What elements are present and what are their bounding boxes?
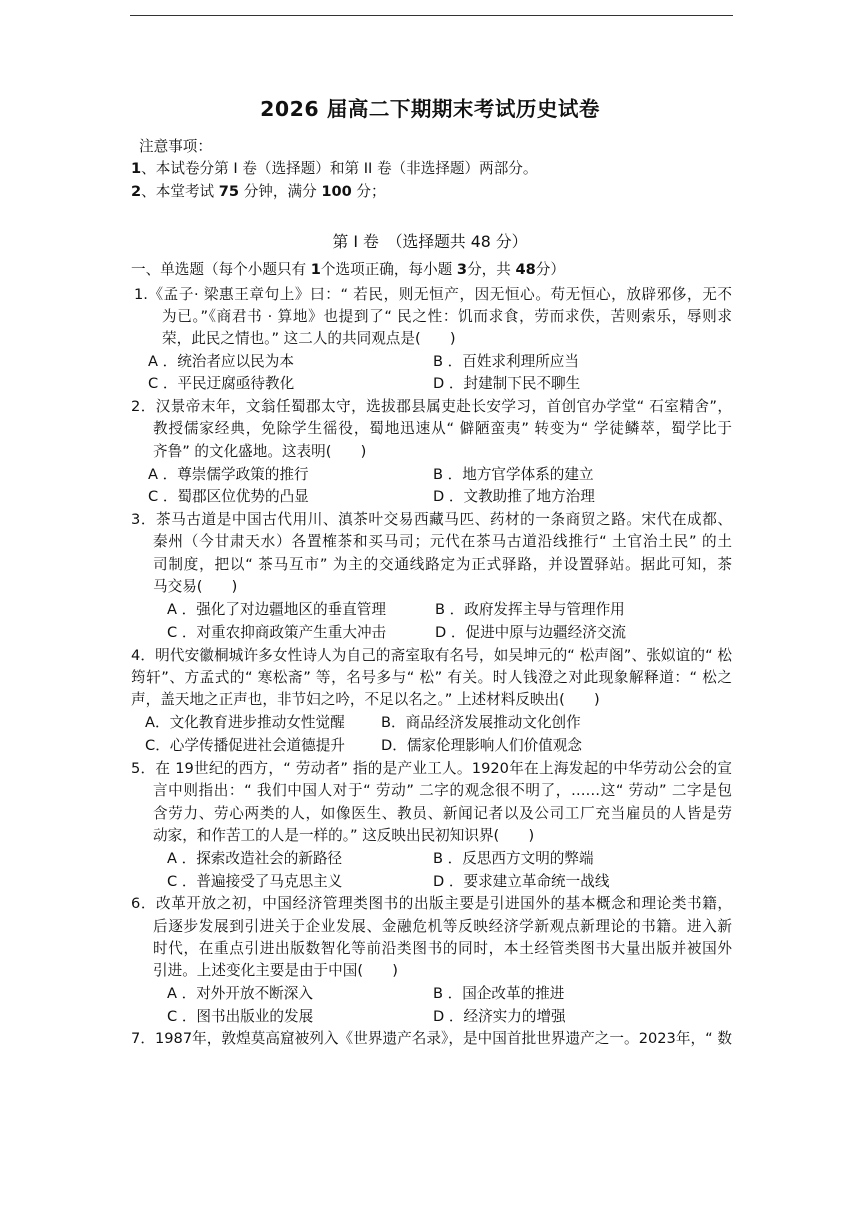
question-3-option-a: A ．强化了对边疆地区的垂直管理 <box>167 601 386 618</box>
section-intro-a: 一、单选题（每个小题只有 <box>131 261 311 278</box>
notice-item-2-text-e: 分； <box>351 183 386 200</box>
notice-item-2-score: 100 <box>321 183 352 200</box>
question-1-option-d: D ．封建制下民不聊生 <box>433 375 581 392</box>
question-2-option-b: B ．地方官学体系的建立 <box>433 466 594 483</box>
question-2-option-c: C ．蜀郡区位优势的凸显 <box>148 488 309 505</box>
question-3-option-c: C ．对重农抑商政策产生重大冲击 <box>167 624 387 641</box>
question-2-line-2: 教授儒家经典，免除学生徭役，蜀地迅速从“ 僻陋蛮夷” 转变为“ 学徒鳞萃，蜀学比于 <box>153 420 732 437</box>
question-6-line-1: 6．改革开放之初，中国经济管理类图书的出版主要是引进国外的基本概念和理论类书籍， <box>131 895 732 912</box>
question-2-option-d: D ．文教助推了地方治理 <box>433 488 595 505</box>
question-1-option-c: C ．平民迂腐亟待教化 <box>148 375 295 392</box>
question-6-option-a: A ．对外开放不断深入 <box>167 985 313 1002</box>
notice-item-2 <box>131 181 386 204</box>
question-7-line-1: 7．1987年，敦煌莫高窟被列入《世界遗产名录》，是中国首批世界遗产之一。2023年，“ 数 <box>131 1030 732 1047</box>
notice-item-2-num: 2 <box>131 183 142 200</box>
section-intro-g: 分） <box>535 261 565 278</box>
question-4-option-b: B．商品经济发展推动文化创作 <box>381 714 581 731</box>
question-1-line-3: 荣，此民之情也。” 这二人的共同观点是( ) <box>162 330 456 347</box>
section-intro-e: 分，共 <box>467 261 516 278</box>
notice-item-1-text: 、本试卷分第 I 卷（选择题）和第 II 卷（非选择题）两部分。 <box>141 160 538 177</box>
part1-header: 第 I 卷 （选择题共 48 分） <box>332 232 528 251</box>
question-2-line-1: 2．汉景帝末年，文翁任蜀郡太守，选拔郡县属吏赴长安学习，首创官办学堂“ 石室精舍”， <box>131 398 732 415</box>
notice-heading: 注意事项： <box>139 138 212 155</box>
section-intro-c: 个选项正确，每小题 <box>320 261 457 278</box>
question-1-line-1: 1.《孟子· 梁惠王章句上》曰：“ 若民，则无恒产，因无恒心。苟无恒心，放辟邪侈，无不 <box>134 286 732 303</box>
exam-title: 2026 届高二下期期末考试历史试卷 <box>260 97 600 121</box>
question-3-line-2: 秦州（今甘肃天水）各置榷茶和买马司；元代在茶马古道沿线推行“ 土官治土民” 的土 <box>153 533 732 550</box>
question-6-line-4: 引进。上述变化主要是由于中国( ) <box>153 962 398 979</box>
question-3-option-b: B ．政府发挥主导与管理作用 <box>435 601 625 618</box>
question-3-option-d: D ．促进中原与边疆经济交流 <box>435 624 627 641</box>
question-2-option-a: A ．尊崇儒学政策的推行 <box>148 466 309 483</box>
question-5-line-1: 5．在 19世纪的西方，“ 劳动者” 指的是产业工人。1920年在上海发起的中华劳动公会的宣 <box>131 760 732 777</box>
question-2-line-3: 齐鲁” 的文化盛地。这表明( ) <box>153 443 367 460</box>
question-1-option-a: A ．统治者应以民为本 <box>148 353 294 370</box>
notice-item-2-text-a: 、本堂考试 <box>141 183 219 200</box>
question-3-line-4: 马交易( ) <box>153 578 238 595</box>
question-1-line-2: 为已。”《商君书 · 算地》也提到了“ 民之性：饥而求食，劳而求佚，苦则索乐，辱则求 <box>162 308 732 325</box>
question-5-option-c: C ．普遍接受了马克思主义 <box>167 873 343 890</box>
question-1-option-b: B ．百姓求利理所应当 <box>433 353 579 370</box>
question-4-option-a: A．文化教育进步推动女性觉醒 <box>145 714 345 731</box>
question-6-option-c: C ．图书出版业的发展 <box>167 1008 314 1025</box>
notice-item-2-text-c: 分钟，满分 <box>239 183 322 200</box>
question-6-line-2: 后逐步发展到引进关于企业发展、金融危机等反映经济学新观点新理论的书籍。进入新 <box>153 918 732 935</box>
section-intro <box>131 259 565 282</box>
question-5-option-d: D ．要求建立革命统一战线 <box>433 873 610 890</box>
section-intro-b: 1 <box>310 261 321 278</box>
question-5-option-a: A ．探索改造社会的新路径 <box>167 850 343 867</box>
section-intro-f: 48 <box>515 261 536 278</box>
question-6-option-b: B ．国企改革的推进 <box>433 985 565 1002</box>
notice-item-1 <box>131 158 537 181</box>
question-6-line-3: 时代，在重点引进出版数智化等前沿类图书的同时，本土经管类图书大量出版并被国外 <box>153 940 732 957</box>
question-6-option-d: D ．经济实力的增强 <box>433 1008 566 1025</box>
question-5-line-3: 含劳力、劳心两类的人，如像医生、教员、新闻记者以及公司工厂充当雇员的人皆是劳 <box>153 805 732 822</box>
question-4-line-3: 声，盖天地之正声也，非节妇之吟，不足以名之。” 上述材料反映出( ) <box>131 691 600 708</box>
question-5-line-2: 言中则指出：“ 我们中国人对于“ 劳动” 二字的观念很不明了，……这“ 劳动” 二字是包 <box>153 782 732 799</box>
notice-item-2-minutes: 75 <box>218 183 240 200</box>
question-3-line-1: 3．茶马古道是中国古代用川、滇茶叶交易西藏马匹、药材的一条商贸之路。宋代在成都、 <box>131 511 732 528</box>
question-5-option-b: B ．反思西方文明的弊端 <box>433 850 594 867</box>
question-4-option-d: D．儒家伦理影响人们价值观念 <box>381 737 582 754</box>
question-4-option-c: C．心学传播促进社会道德提升 <box>145 737 345 754</box>
section-intro-d: 3 <box>456 261 468 278</box>
question-5-line-4: 动家，和作苦工的人是一样的。” 这反映出民初知识界( ) <box>153 827 535 844</box>
question-4-line-2: 筠轩”、方孟式的“ 寒松斋” 等，名号多与“ 松” 有关。时人钱澄之对此现象解释道：“ 松之 <box>131 669 732 686</box>
question-3-line-3: 司制度，把以“ 茶马互市” 为主的交通线路定为正式驿路，并设置驿站。据此可知，茶 <box>153 556 732 573</box>
top-rule <box>130 15 733 16</box>
notice-item-1-num: 1 <box>131 160 142 177</box>
question-4-line-1: 4．明代安徽桐城许多女性诗人为自己的斋室取有名号，如吴坤元的“ 松声阁”、张姒谊的“ 松 <box>131 647 732 664</box>
